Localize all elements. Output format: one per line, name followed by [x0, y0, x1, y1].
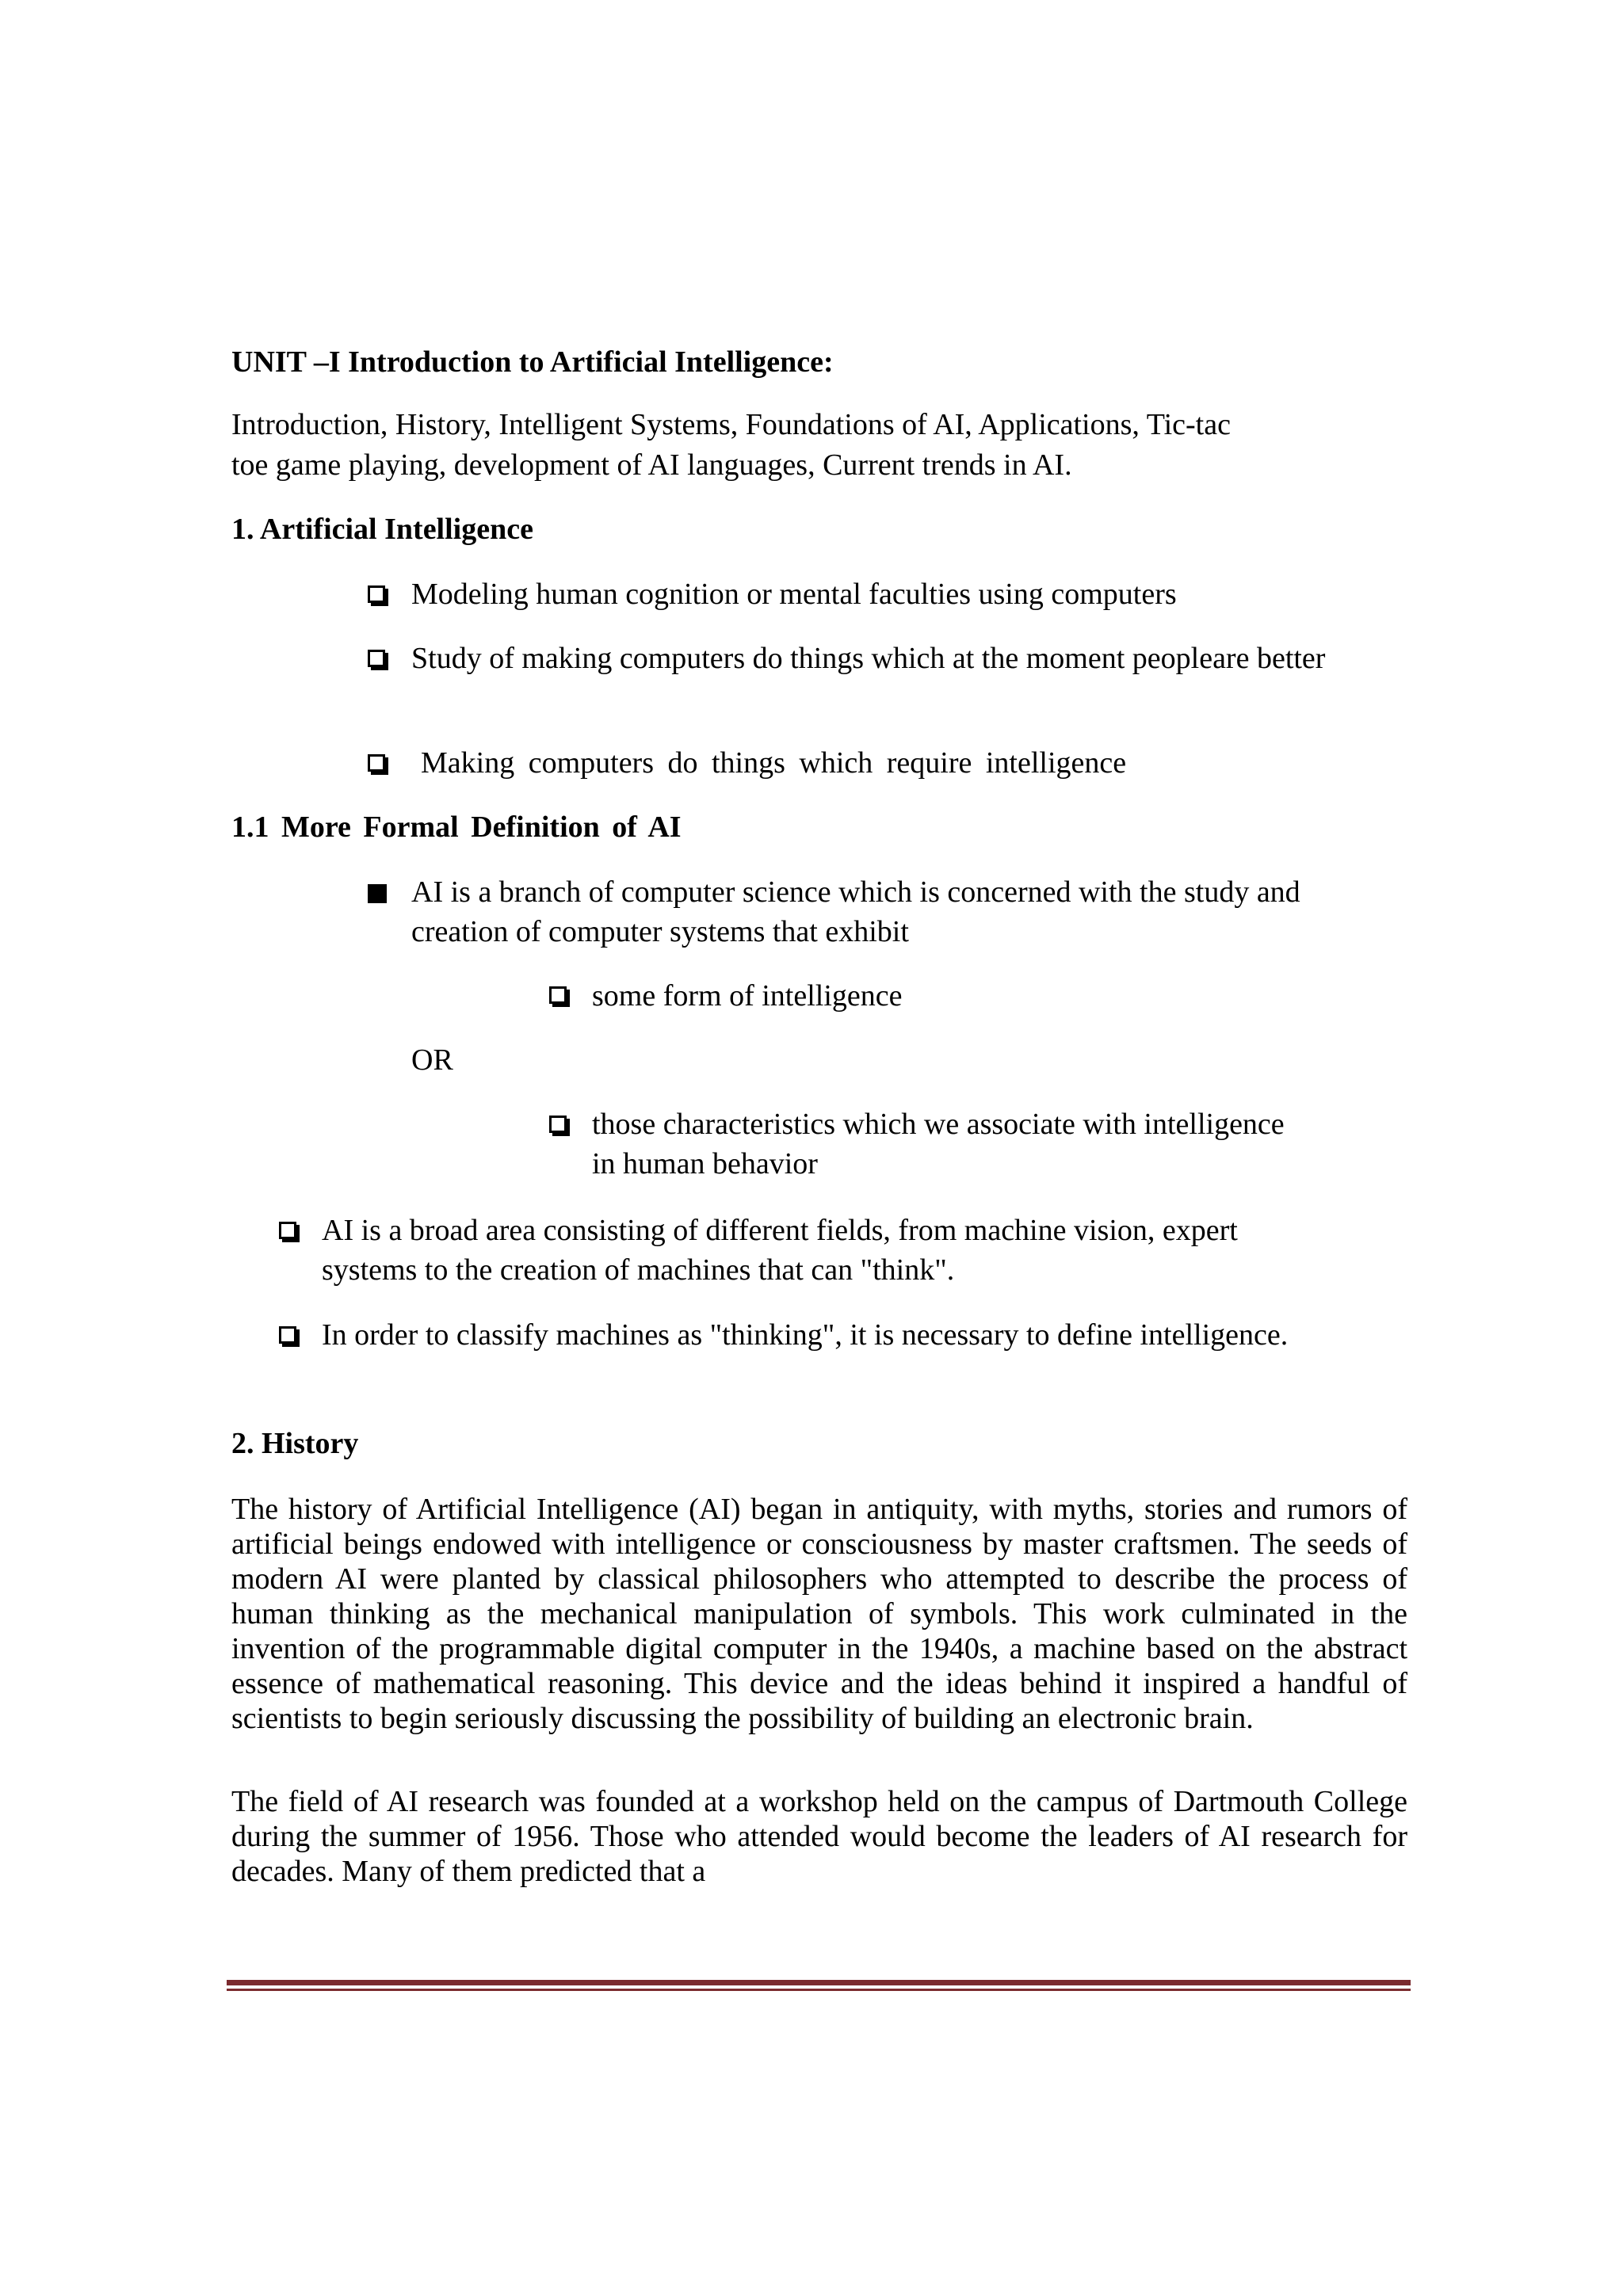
or-label: OR — [411, 1043, 453, 1077]
checkbox-bullet-icon — [368, 650, 385, 667]
section-1-heading: 1. Artificial Intelligence — [231, 513, 533, 546]
checkbox-bullet-icon — [549, 1116, 567, 1133]
unit-heading: UNIT –I Introduction to Artificial Intelligence: — [231, 345, 834, 379]
footer-rule-thick — [227, 1980, 1411, 1985]
section-2-heading: 2. History — [231, 1427, 359, 1460]
history-paragraph-1: The history of Artificial Intelligence (AI) began in antiquity, with myths, stories and rumors of artificial beings endowed with intelligence or consciousness by master craftsmen. The seeds of modern AI were planted by classical philosophers who attempted to describe the process of human thinking as the mechanical manipulation of symbols. This work culminated in the invention of the programmable digital computer in the 1940s, a machine based on the abstract essence of mathematical reasoning. This device and the ideas behind it inspired a handful of scientists to begin seriously discussing the possibility of building an electronic brain. — [231, 1493, 1407, 1735]
history-paragraph-2: The field of AI research was founded at a workshop held on the campus of Dartmouth College during the summer of 1956. Those who attended would become the leaders of AI research for decades. Many of them predicted that a — [231, 1785, 1407, 1888]
section-1-1-sub-bullet-1: some form of intelligence — [592, 979, 903, 1013]
section-1-1-sub-bullet-2: those characteristics which we associate with intelligence in human behavior — [592, 1108, 1285, 1180]
checkbox-bullet-icon — [368, 585, 385, 603]
section-1-1-outer-bullet-2: In order to classify machines as "thinking", it is necessary to define intelligence. — [322, 1318, 1289, 1352]
checkbox-bullet-icon — [368, 754, 385, 772]
unit-intro-line-2: toe game playing, development of AI languages, Current trends in AI. — [231, 448, 1072, 482]
section-1-bullet-2: Study of making computers do things which at the moment peopleare better — [411, 642, 1326, 675]
unit-intro-line-1: Introduction, History, Intelligent Systems, Foundations of AI, Applications, Tic-tac — [231, 408, 1231, 441]
section-1-bullet-1: Modeling human cognition or mental faculties using computers — [411, 578, 1177, 611]
checkbox-bullet-icon — [279, 1222, 296, 1239]
checkbox-bullet-icon — [549, 986, 567, 1004]
section-1-1-outer-bullet-1: AI is a broad area consisting of different fields, from machine vision, expert systems to the creation of machines that can "think". — [322, 1214, 1238, 1287]
section-1-bullet-3: Making computers do things which require intelligence — [421, 746, 1127, 780]
section-1-1-heading: 1.1 More Formal Definition of AI — [231, 810, 682, 844]
filled-square-bullet-icon — [368, 884, 387, 903]
footer-rule-thin — [227, 1989, 1411, 1991]
checkbox-bullet-icon — [279, 1326, 296, 1344]
section-1-1-main-bullet: AI is a branch of computer science which is concerned with the study and creation of computer systems that exhibit — [411, 875, 1300, 948]
